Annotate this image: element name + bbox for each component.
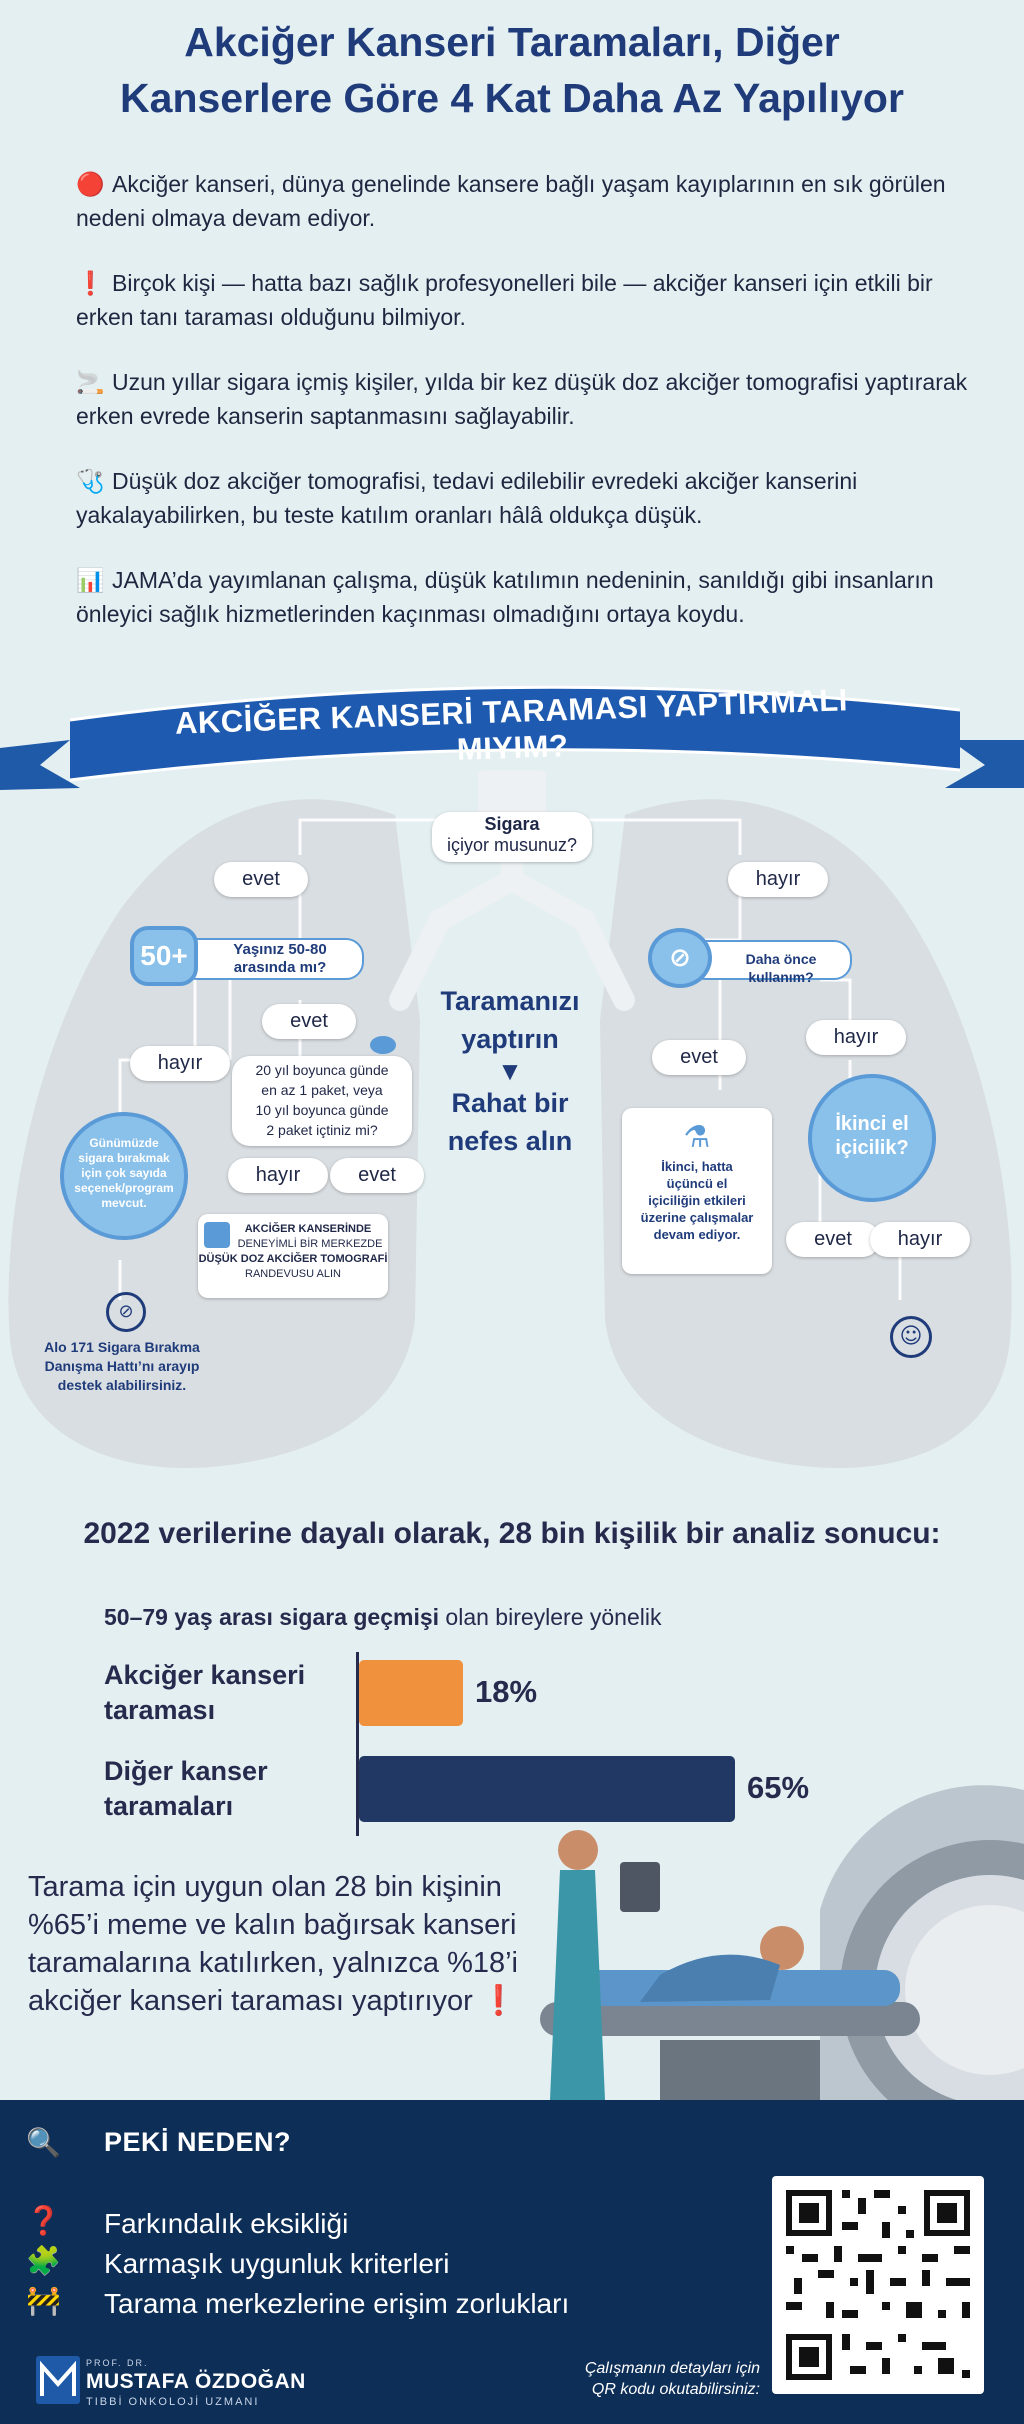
research-box [622,1108,772,1274]
quit-line-2: sigara bırakmak [78,1151,170,1165]
intro-bullets [76,168,976,663]
smiley-icon: ☺ [890,1316,932,1358]
cigarette-icon: 🚬 [76,370,105,396]
bar-category-label-line: taramaları [104,1791,234,1821]
bullet-text: Akciğer kanseri, dünya genelinde kansere bağlı yaşam kayıplarının en sık görülen nedeni olmaya devam ediyor. [76,171,946,231]
bullet-item [76,168,976,267]
bar-value-label: 65% [747,1770,810,1805]
pack-line-4: 2 paket içtiniz mi? [266,1122,378,1138]
qr-caption-line-1: Çalışmanın detayları için [584,2360,760,2377]
age-question-line-1: Yaşınız 50-80 [233,941,327,958]
research-line-5: devam ediyor. [653,1227,741,1242]
research-line-4: üzerine çalışmalar [640,1210,754,1225]
center-message [420,982,600,1160]
hotline-line-1: Alo 171 Sigara Bırakma [44,1339,200,1355]
no-label-age: hayır [130,1046,230,1081]
second-hand-line-1: İkinci el [835,1113,909,1135]
appointment-box [198,1214,388,1298]
research-line-3: içiciliğin etkileri [648,1193,746,1208]
reason-item: Karmaşık uygunluk kriterleri [104,2248,450,2279]
why-heading: PEKİ NEDEN? [104,2127,292,2157]
stats-sub-rest: olan bireylere yönelik [439,1604,662,1630]
logo-prefix: PROF. DR. [86,2358,149,2368]
magnifier-icon: 🔍 [26,2126,61,2159]
research-line-1: İkinci, hatta [661,1159,733,1174]
pack-line-3: 10 yıl boyunca günde [255,1102,389,1118]
logo-name: MUSTAFA ÖZDOĞAN [86,2370,306,2393]
center-line-4: nefes alın [447,1126,573,1156]
no-label-former: hayır [806,1020,906,1055]
microscope-icon: ⚗ [683,1120,711,1155]
former-use-text: Daha önce kullanım? [745,951,817,985]
barrier-icon: 🚧 [26,2284,61,2317]
center-line-3: Rahat bir [451,1088,569,1118]
red-circle-icon: 🔴 [76,172,105,198]
bullet-text: JAMA’da yayımlanan çalışma, düşük katılımın nedeninin, sanıldığı gibi insanların önleyici sağlık hizmetlerinden kaçınması olmadığını ortaya koydu. [76,567,934,627]
yes-label-smoker: evet [214,862,308,897]
title-line-1: Akciğer Kanseri Taramaları, Diğer [184,19,840,65]
bullet-item [76,465,976,564]
quit-line-3: için çok sayıda [81,1166,167,1180]
qr-code-pattern [772,2176,984,2394]
center-line-2: yaptırın [461,1024,559,1054]
quit-options-bubble [60,1112,188,1240]
former-use-node [648,928,848,988]
quit-line-1: Günümüzde [89,1136,159,1150]
smoking-question-line-1: Sigara [484,814,540,834]
appt-line-1: AKCİĞER KANSERİNDE [244,1223,372,1235]
qr-code[interactable] [772,2176,984,2394]
age-question-node [130,926,370,986]
banner-title: AKCİĞER KANSERİ TARAMASI YAPTIRMALI MIYIM? [174,682,849,767]
second-hand-bubble [808,1074,936,1202]
title-line-2: Kanserlere Göre 4 Kat Daha Az Yapılıyor [120,75,904,121]
no-label-second: hayır [870,1222,970,1257]
stats-description: Tarama için uygun olan 28 bin kişinin %65’i meme ve kalın bağırsak kanseri taramalarına katılırken, yalnızca %18’i akciğer kanseri taraması yaptırıyor ❗ [28,1871,518,2017]
bar-category-label [104,1658,305,1728]
qr-caption-line-2: QR kodu okutabilirsiniz: [591,2381,760,2398]
stethoscope-icon: 🩺 [76,469,105,495]
bullet-item [76,366,976,465]
pack-line-2: en az 1 paket, veya [261,1082,383,1098]
appt-line-2: DENEYİMLİ BİR MERKEZDE [237,1238,383,1250]
exclamation-icon: ❗ [76,271,105,297]
yes-label-former: evet [652,1040,746,1075]
logo-mark-icon [36,2356,80,2404]
hotline-text [22,1338,222,1395]
down-arrow-icon: ▼ [497,1056,523,1086]
logo-m-shape [36,2356,80,2404]
stats-heading: 2022 verilerine dayalı olarak, 28 bin kişilik bir analiz sonucu: [83,1517,941,1550]
reason-item: Farkındalık eksikliği [104,2208,349,2239]
second-hand-line-2: içicilik? [835,1137,909,1159]
quit-line-4: seçenek/program [74,1181,174,1195]
appt-line-3: DÜŞÜK DOZ AKCİĞER TOMOGRAFİ [198,1253,388,1265]
bar-category-label-line: Diğer kanser [104,1756,268,1786]
yes-label-second: evet [786,1222,880,1257]
reason-item: Tarama merkezlerine erişim zorlukları [104,2288,570,2319]
bar-category-label-line: Akciğer kanseri [104,1660,306,1690]
smoking-question-node [432,812,592,862]
bar-category-label-line: taraması [104,1695,216,1725]
stats-sub-bold: 50–79 yaş arası sigara geçmişi [104,1604,440,1630]
yes-label-age: evet [262,1004,356,1039]
puzzle-icon: 🧩 [26,2244,61,2277]
age-question-line-2: arasında mı? [233,959,327,976]
bar-value-label: 18% [475,1674,538,1709]
bar [359,1660,463,1726]
smoking-question-line-2: içiyor musunuz? [446,835,578,855]
no-label-smoker: hayır [728,862,828,897]
logo-subtitle: TIBBİ ONKOLOJİ UZMANI [86,2396,260,2408]
center-line-1: Taramanızı [440,986,580,1016]
qr-caption [540,2358,760,2400]
bullet-item [76,267,976,366]
bullet-text: Düşük doz akciğer tomografisi, tedavi edilebilir evredeki akciğer kanserini yakalayabilirken, bu teste katılım oranları hâlâ oldukça düşük. [76,468,858,528]
bar-chart-icon: 📊 [76,568,105,594]
no-label-packs: hayır [228,1158,328,1193]
pack-years-question-node [232,1056,412,1146]
cigarette-smoke-icon [370,1036,396,1054]
bullet-text: Uzun yıllar sigara içmiş kişiler, yılda bir kez düşük doz akciğer tomografisi yaptırarak erken evrede kanserin saptanmasını sağlayabilir. [76,369,968,429]
bar-category-label [104,1754,268,1824]
stats-subheading [104,1604,661,1631]
question-mark-icon: ❓ [26,2204,61,2237]
bullet-text: Birçok kişi — hatta bazı sağlık profesyonelleri bile — akciğer kanseri için etkili bir erken tanı taraması olduğunu bilmiyor. [76,270,933,330]
no-smoking-badge-icon: ⊘ [648,928,712,988]
yes-label-packs: evet [330,1158,424,1193]
page-title [40,14,984,126]
age-question-text [210,941,350,977]
pack-line-1: 20 yıl boyunca günde [255,1062,389,1078]
quit-line-5: mevcut. [101,1196,147,1210]
hotline-line-2: Danışma Hattı’nı arayıp [44,1358,200,1374]
research-line-2: üçüncü el [666,1176,728,1191]
hotline-line-3: destek alabilirsiniz. [57,1377,187,1393]
calendar-icon [204,1222,230,1248]
no-smoking-icon: ⊘ [106,1292,146,1332]
mri-scanner-illustration [520,1770,1024,2100]
bullet-item [76,564,976,663]
appt-line-4: RANDEVUSU ALIN [245,1268,341,1280]
age-50-plus-badge: 50+ [130,926,198,986]
